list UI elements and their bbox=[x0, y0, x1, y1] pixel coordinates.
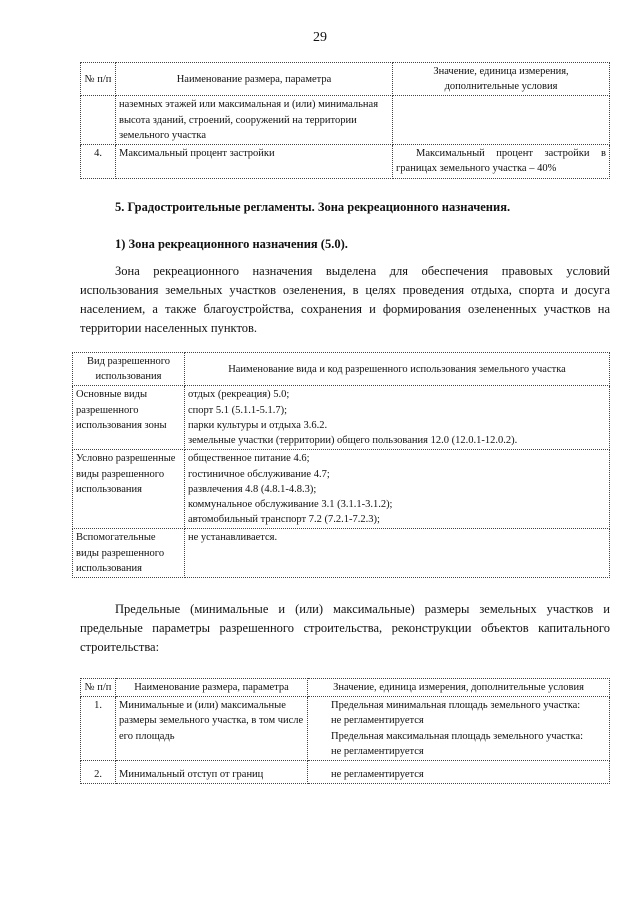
row-parameter: Минимальный отступ от границ bbox=[116, 761, 308, 784]
row-value bbox=[393, 96, 610, 145]
use-items bbox=[185, 386, 610, 450]
header-value: Значение, единица измерения, дополнительные условия bbox=[393, 63, 610, 96]
table-row bbox=[81, 761, 610, 784]
limits-paragraph: Предельные (минимальные и (или) максимальные) размеры земельных участков и предельные параметры разрешенного строительства, реконструкции объектов капитального строительства: bbox=[80, 602, 610, 654]
zone-description-paragraph: Зона рекреационного назначения выделена для обеспечения правовых условий использования земельных участков озеленения, в целях проведения отдыха, спорта и досуга населением, а также благоустройства, сохранения и формирования озелененных участков на территории населенных пунктов. bbox=[80, 264, 610, 335]
row-number: 4. bbox=[81, 145, 116, 178]
use-item: коммунальное обслуживание 3.1 (3.1.1-3.1.2); bbox=[188, 498, 393, 510]
table-row bbox=[81, 96, 610, 145]
use-item: отдых (рекреация) 5.0; bbox=[188, 389, 290, 401]
row-parameter: Максимальный процент застройки bbox=[116, 145, 393, 178]
value-line: не регламентируется bbox=[331, 715, 424, 727]
page-number: 29 bbox=[313, 30, 327, 45]
table-row bbox=[73, 529, 610, 578]
use-item: не устанавливается. bbox=[188, 532, 278, 544]
table-header-row bbox=[73, 353, 610, 386]
row-number: 1. bbox=[81, 697, 116, 761]
row-value bbox=[308, 761, 610, 784]
use-item: земельные участки (территории) общего пользования 12.0 (12.0.1-12.0.2). bbox=[188, 435, 518, 447]
use-type: Вспомогательные виды разрешенного использования bbox=[73, 529, 185, 578]
table-header-row bbox=[81, 63, 610, 96]
subsection-heading: 1) Зона рекреационного назначения (5.0). bbox=[115, 237, 348, 251]
value-line: не регламентируется bbox=[331, 769, 424, 781]
header-use-name: Наименование вида и код разрешенного использования земельного участка bbox=[185, 353, 610, 386]
row-number bbox=[81, 96, 116, 145]
table-row bbox=[73, 386, 610, 450]
use-type: Условно разрешенные виды разрешенного использования bbox=[73, 450, 185, 529]
use-item: спорт 5.1 (5.1.1-5.1.7); bbox=[188, 404, 288, 416]
table-row bbox=[73, 450, 610, 529]
use-item: автомобильный транспорт 7.2 (7.2.1-7.2.3); bbox=[188, 514, 380, 526]
parameters-table-bottom bbox=[80, 678, 610, 784]
header-number: № п/п bbox=[81, 63, 116, 96]
use-item: общественное питание 4.6; bbox=[188, 453, 310, 465]
section-heading: 5. Градостроительные регламенты. Зона рекреационного назначения. bbox=[115, 200, 511, 214]
use-item: парки культуры и отдыха 3.6.2. bbox=[188, 419, 328, 431]
table-row bbox=[81, 697, 610, 761]
header-parameter: Наименование размера, параметра bbox=[116, 679, 308, 697]
row-value bbox=[308, 697, 610, 761]
use-item: развлечения 4.8 (4.8.1-4.8.3); bbox=[188, 483, 317, 495]
value-line: не регламентируется bbox=[331, 745, 424, 757]
header-use-type: Вид разрешенного использования bbox=[73, 353, 185, 386]
use-type: Основные виды разрешенного использования зоны bbox=[73, 386, 185, 450]
header-value: Значение, единица измерения, дополнительные условия bbox=[308, 679, 610, 697]
row-parameter: Минимальные и (или) максимальные размеры земельного участка, в том числе его площадь bbox=[116, 697, 308, 761]
table-header-row bbox=[81, 679, 610, 697]
row-parameter: наземных этажей или максимальная и (или) минимальная высота зданий, строений, сооружений на территории земельного участка bbox=[116, 96, 393, 145]
header-parameter: Наименование размера, параметра bbox=[116, 63, 393, 96]
row-number: 2. bbox=[81, 761, 116, 784]
use-items bbox=[185, 450, 610, 529]
use-item: гостиничное обслуживание 4.7; bbox=[188, 468, 330, 480]
header-number: № п/п bbox=[81, 679, 116, 697]
row-value: Максимальный процент застройки в границах земельного участка – 40% bbox=[393, 145, 610, 178]
value-line: Предельная максимальная площадь земельного участка: bbox=[331, 730, 584, 742]
parameters-table-top bbox=[80, 62, 610, 179]
permitted-use-table bbox=[72, 352, 610, 578]
use-items bbox=[185, 529, 610, 578]
table-row bbox=[81, 145, 610, 178]
value-line: Предельная минимальная площадь земельного участка: bbox=[331, 700, 581, 712]
